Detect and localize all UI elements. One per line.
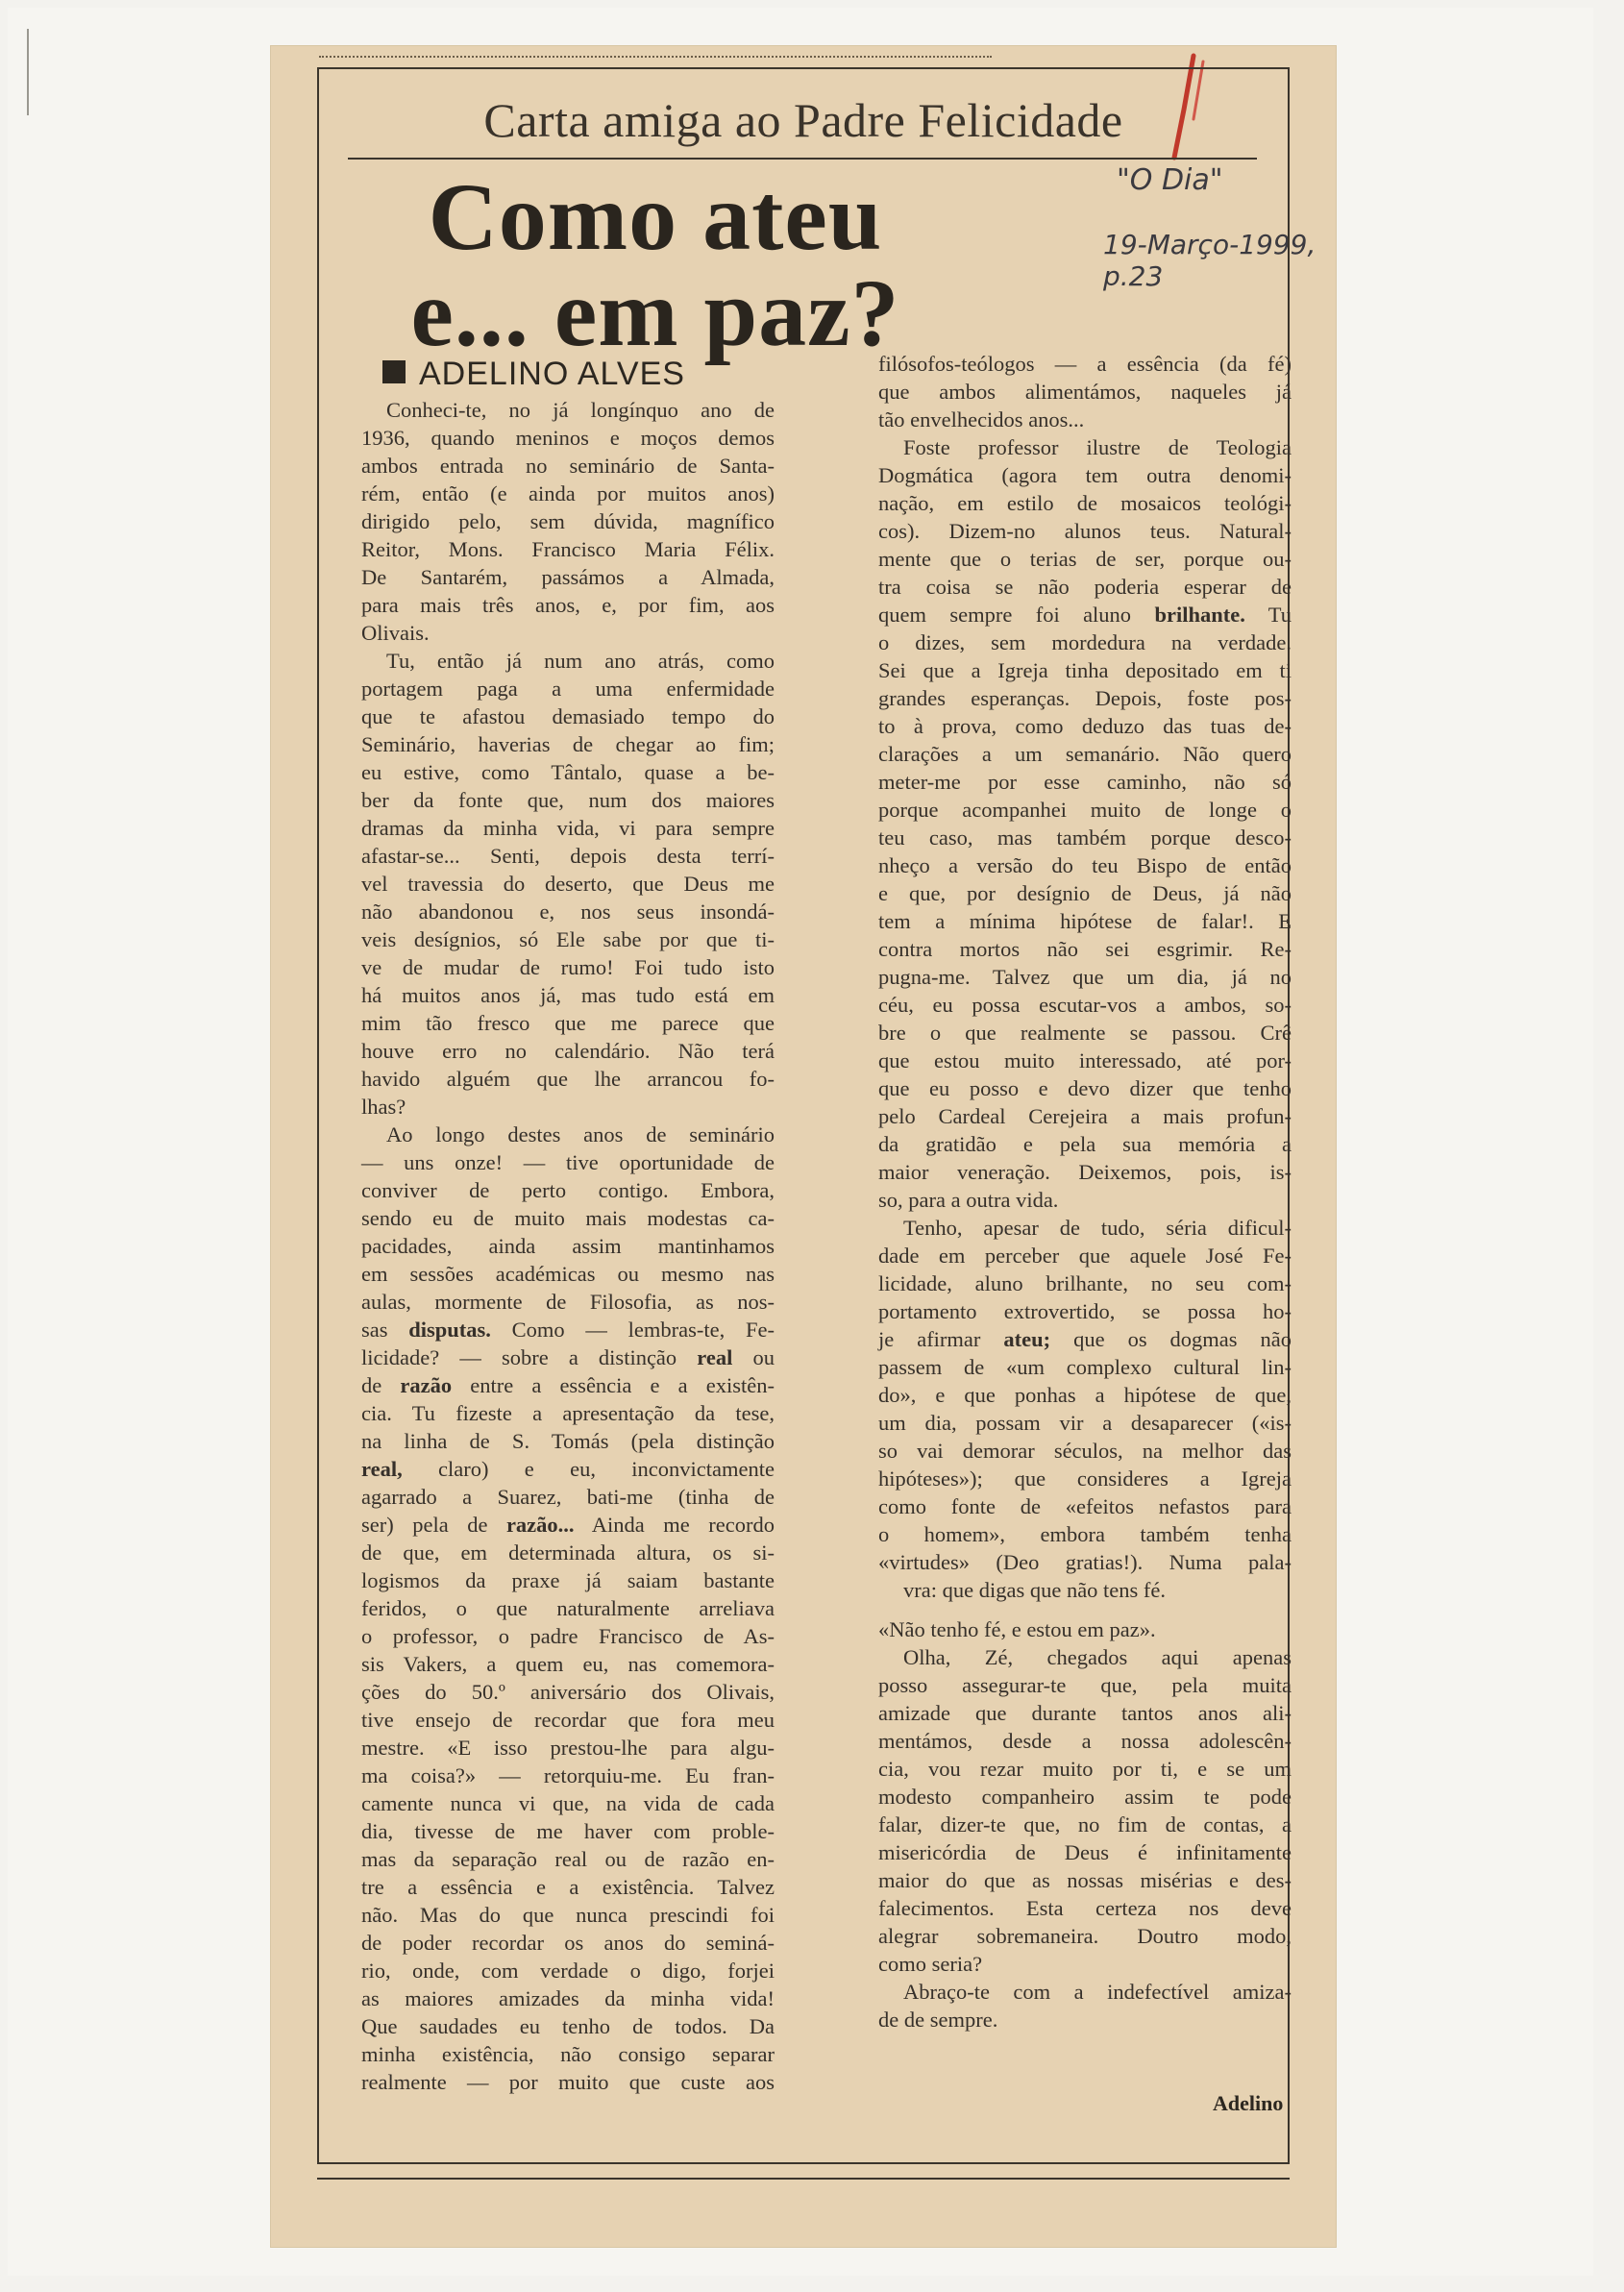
text-line: bre o que realmente se passou. Crê: [878, 1021, 1292, 1045]
text-line: mas da separação real ou de razão en-: [361, 1847, 775, 1871]
text-run: entre a essência e a existên-: [452, 1373, 775, 1397]
text-line: há muitos anos já, mas tudo está em: [361, 983, 775, 1007]
text-line: Tenho, apesar de tudo, séria dificul-: [903, 1216, 1292, 1240]
text-line: Que saudades eu tenho de todos. Da: [361, 2014, 775, 2038]
text-line: so, para a outra vida.: [878, 1188, 1059, 1212]
text-line: minha existência, não consigo separar: [361, 2042, 775, 2066]
text-run: Tu: [1244, 603, 1292, 627]
text-line: Olivais.: [361, 621, 430, 645]
text-line: não abandonou e, nos seus insondá-: [361, 900, 775, 924]
text-line: de de sempre.: [878, 2008, 998, 2032]
text-line: céu, eu possa escutar-vos a ambos, so-: [878, 993, 1292, 1017]
text-line: falar, dizer-te que, no fim de contas, a: [878, 1812, 1292, 1836]
text-line: como fonte de «efeitos nefastos para: [878, 1494, 1292, 1518]
text-line: Conheci-te, no já longínquo ano de: [386, 398, 775, 422]
article-frame: [317, 67, 1290, 2164]
text-line: contra mortos não sei esgrimir. Re-: [878, 937, 1292, 961]
text-line: so vai demorar séculos, na melhor das: [878, 1439, 1292, 1463]
text-line: [361, 1343, 775, 1371]
text-line: 1936, quando meninos e moços demos: [361, 426, 775, 450]
text-line: ma coisa?» — retorquiu-me. Eu fran-: [361, 1763, 775, 1787]
text-line: pugna-me. Talvez que um dia, já no: [878, 965, 1292, 989]
text-line: ambos entrada no seminário de Santa-: [361, 454, 775, 478]
text-run: claro) e eu, inconvictamente: [402, 1457, 775, 1481]
text-run: que os dogmas não: [1050, 1327, 1292, 1351]
text-line: agarrado a Suarez, bati-me (tinha de: [361, 1485, 775, 1509]
newspaper-clipping: [271, 46, 1336, 2247]
text-line: [361, 1511, 775, 1539]
text-line: rém, então (e ainda por muitos anos): [361, 481, 775, 505]
text-line: logismos da praxe já saiam bastante: [361, 1568, 775, 1592]
text-line: o professor, o padre Francisco de As-: [361, 1624, 775, 1648]
text-line: tão envelhecidos anos...: [878, 407, 1085, 431]
text-line: meter-me por esse caminho, não só: [878, 770, 1292, 794]
text-line: [878, 1325, 1292, 1353]
text-line: vel travessia do deserto, que Deus me: [361, 872, 775, 896]
emphasis-razao: razão: [400, 1373, 453, 1397]
text-line: camente nunca vi que, na vida de cada: [361, 1791, 775, 1815]
byline: [382, 356, 685, 393]
headline-line-1: Como ateu: [428, 163, 883, 270]
text-line: sendo eu de muito mais modestas ca-: [361, 1206, 775, 1230]
text-line: realmente — por muito que custe aos: [361, 2070, 775, 2094]
text-line: falecimentos. Esta certeza nos deve: [878, 1896, 1292, 1920]
text-line: pacidades, ainda assim mantinhamos: [361, 1234, 775, 1258]
emphasis-brilhante: brilhante.: [1154, 603, 1245, 627]
text-run: Ainda me recordo: [574, 1513, 775, 1537]
text-line: mentámos, desde a nossa adolescên-: [878, 1729, 1292, 1753]
text-line: do», e que ponhas a hipótese de que,: [878, 1383, 1292, 1407]
text-line: vra: que digas que não tens fé.: [903, 1578, 1167, 1602]
handwritten-source-note: "O Dia": [1117, 163, 1223, 197]
text-line: de que, em determinada altura, os si-: [361, 1540, 775, 1565]
text-line: Ao longo destes anos de seminário: [386, 1122, 775, 1146]
byline-square-icon: [382, 360, 406, 383]
text-line: aulas, mormente de Filosofia, as nos-: [361, 1290, 775, 1314]
text-line: o dizes, sem mordedura na verdade.: [878, 630, 1292, 654]
text-line: Dogmática (agora tem outra denomi-: [878, 463, 1292, 487]
text-line: Sei que a Igreja tinha depositado em ti: [878, 658, 1292, 682]
text-line: afastar-se... Senti, depois desta terrí-: [361, 844, 775, 868]
text-line: amizade que durante tantos anos ali-: [878, 1701, 1292, 1725]
text-line: de poder recordar os anos do seminá-: [361, 1931, 775, 1955]
article-kicker: Carta amiga ao Padre Felicidade: [483, 93, 1123, 147]
text-line: como seria?: [878, 1952, 983, 1976]
text-line: Foste professor ilustre de Teologia: [903, 435, 1292, 459]
text-line: veis desígnios, só Ele sabe por que ti-: [361, 927, 775, 951]
text-run: de: [361, 1373, 401, 1397]
article-column-1: [361, 396, 775, 2096]
text-run: je afirmar: [878, 1327, 1004, 1351]
text-line: ber da fonte que, num dos maiores: [361, 788, 775, 812]
text-line: hipóteses»); que consideres a Igreja: [878, 1466, 1292, 1491]
text-line: feridos, o que naturalmente arreliava: [361, 1596, 775, 1620]
text-line: misericórdia de Deus é infinitamente: [878, 1840, 1292, 1864]
text-line: dirigido pelo, sem dúvida, magnífico: [361, 509, 775, 533]
text-line: ve de mudar de rumo! Foi tudo isto: [361, 955, 775, 979]
text-run: quem sempre foi aluno: [878, 603, 1155, 627]
text-line: passem de «um complexo cultural lin-: [878, 1355, 1292, 1379]
text-line: que eu posso e devo dizer que tenho: [878, 1076, 1292, 1100]
text-line: que estou muito interessado, até por-: [878, 1048, 1292, 1072]
emphasis-ateu: ateu;: [1003, 1327, 1051, 1351]
clipping-bottom-rule: [317, 2178, 1290, 2180]
text-line: sis Vakers, a quem eu, nas comemora-: [361, 1652, 775, 1676]
text-line: [878, 601, 1292, 628]
text-line: filósofos-teólogos — a essência (da fé): [878, 352, 1292, 376]
text-line: modesto companheiro assim te pode: [878, 1785, 1292, 1809]
text-line: para mais três anos, e, por fim, aos: [361, 593, 775, 617]
text-line: [361, 1316, 775, 1343]
text-line: portagem paga a uma enfermidade: [361, 677, 775, 701]
text-line: que te afastou demasiado tempo do: [361, 704, 775, 728]
emphasis-razao: razão...: [505, 1513, 575, 1537]
text-line: dramas da minha vida, vi para sempre: [361, 816, 775, 840]
byline-author: ADELINO ALVES: [419, 356, 685, 392]
text-line: um dia, possam vir a desaparecer («is-: [878, 1411, 1292, 1435]
text-line: dade em perceber que aquele José Fe-: [878, 1244, 1292, 1268]
text-line: posso assegurar-te que, pela muita: [878, 1673, 1292, 1697]
text-line: dia, tivesse de me haver com proble-: [361, 1819, 775, 1843]
text-line: tem a mínima hipótese de falar!. E: [878, 909, 1292, 933]
text-line: cia, vou rezar muito por ti, e se um: [878, 1757, 1292, 1781]
text-line: que ambos alimentámos, naqueles já: [878, 380, 1292, 404]
text-line: houve erro no calendário. Não terá: [361, 1039, 775, 1063]
text-line: [361, 1455, 775, 1483]
text-line: pelo Cardeal Cerejeira a mais profun-: [878, 1104, 1292, 1128]
text-line: portamento extrovertido, se possa ho-: [878, 1299, 1292, 1323]
text-line: cia. Tu fizeste a apresentação da tese,: [361, 1401, 775, 1425]
text-line: De Santarém, passámos a Almada,: [361, 565, 775, 589]
text-line: Tu, então já num ano atrás, como: [386, 649, 775, 673]
text-line: Seminário, haverias de chegar ao fim;: [361, 732, 775, 756]
text-line: tive ensejo de recordar que fora meu: [361, 1708, 775, 1732]
text-run: licidade? — sobre a distinção: [361, 1345, 698, 1369]
text-line: mim tão fresco que me parece que: [361, 1011, 775, 1035]
text-run: ser) pela de: [361, 1513, 506, 1537]
text-run: Como — lembras-te, Fe-: [490, 1318, 775, 1342]
text-line: clarações a um semanário. Não quero: [878, 742, 1292, 766]
emphasis-disputas: disputas.: [408, 1318, 491, 1342]
text-line: Reitor, Mons. Francisco Maria Félix.: [361, 537, 775, 561]
text-line: «Não tenho fé, e estou em paz».: [878, 1617, 1156, 1641]
text-line: [361, 1371, 775, 1399]
handwritten-date-page-note: 19-Março-1999, p.23: [1103, 229, 1316, 292]
text-line: o homem», embora também tenha: [878, 1522, 1292, 1546]
text-line: eu estive, como Tântalo, quase a be-: [361, 760, 775, 784]
text-line: licidade, aluno brilhante, no seu com-: [878, 1271, 1292, 1295]
text-line: lhas?: [361, 1095, 406, 1119]
emphasis-real: real: [697, 1345, 733, 1369]
text-line: Olha, Zé, chegados aqui apenas: [903, 1645, 1292, 1669]
text-line: nheço a versão do teu Bispo de então: [878, 853, 1292, 877]
article-column-2: [878, 350, 1292, 2033]
text-line: na linha de S. Tomás (pela distinção: [361, 1429, 775, 1453]
text-line: e que, por desígnio de Deus, já não: [878, 881, 1292, 905]
text-line: não. Mas do que nunca prescindi foi: [361, 1903, 775, 1927]
text-line: teu caso, mas também porque desco-: [878, 826, 1292, 850]
text-line: as maiores amizades da minha vida!: [361, 1986, 775, 2010]
text-line: havido alguém que lhe arrancou fo-: [361, 1067, 775, 1091]
text-line: tre a essência e a existência. Talvez: [361, 1875, 775, 1899]
text-line: nação, em estilo de mosaicos teológi-: [878, 491, 1292, 515]
text-line: mestre. «E isso prestou-lhe para algu-: [361, 1736, 775, 1760]
text-line: to à prova, como deduzo das tuas de-: [878, 714, 1292, 738]
headline-line-2: e... em paz?: [410, 259, 900, 366]
article-signature: Adelino: [1213, 2091, 1284, 2115]
text-line: mente que o terias de ser, porque ou-: [878, 547, 1292, 571]
text-line: tra coisa se não poderia esperar de: [878, 575, 1292, 599]
text-line: conviver de perto contigo. Embora,: [361, 1178, 775, 1202]
text-line: porque acompanhei muito de longe o: [878, 798, 1292, 822]
text-line: da gratidão e pela sua memória a: [878, 1132, 1292, 1156]
text-line: cos). Dizem-no alunos teus. Natural-: [878, 519, 1292, 543]
text-line: «virtudes» (Deo gratias!). Numa pala-: [878, 1550, 1292, 1574]
text-line: — uns onze! — tive oportunidade de: [361, 1150, 775, 1174]
text-line: maior veneração. Deixemos, pois, is-: [878, 1160, 1292, 1184]
text-line: rio, onde, com verdade o digo, forjei: [361, 1959, 775, 1983]
text-line: alegrar sobremaneira. Doutro modo,: [878, 1924, 1292, 1948]
text-run: sas: [361, 1318, 409, 1342]
kicker-divider: [348, 158, 1257, 160]
backing-margin-mark: [27, 29, 29, 115]
clipping-torn-top-edge: [319, 46, 992, 58]
text-line: maior do que as nossas misérias e des-: [878, 1868, 1292, 1892]
text-line: grandes esperanças. Depois, foste pos-: [878, 686, 1292, 710]
text-line: Abraço-te com a indefectível amiza-: [903, 1980, 1292, 2004]
emphasis-real: real,: [361, 1457, 403, 1481]
text-run: ou: [732, 1345, 775, 1369]
text-line: em sessões académicas ou mesmo nas: [361, 1262, 775, 1286]
text-line: ções do 50.º aniversário dos Olivais,: [361, 1680, 775, 1704]
